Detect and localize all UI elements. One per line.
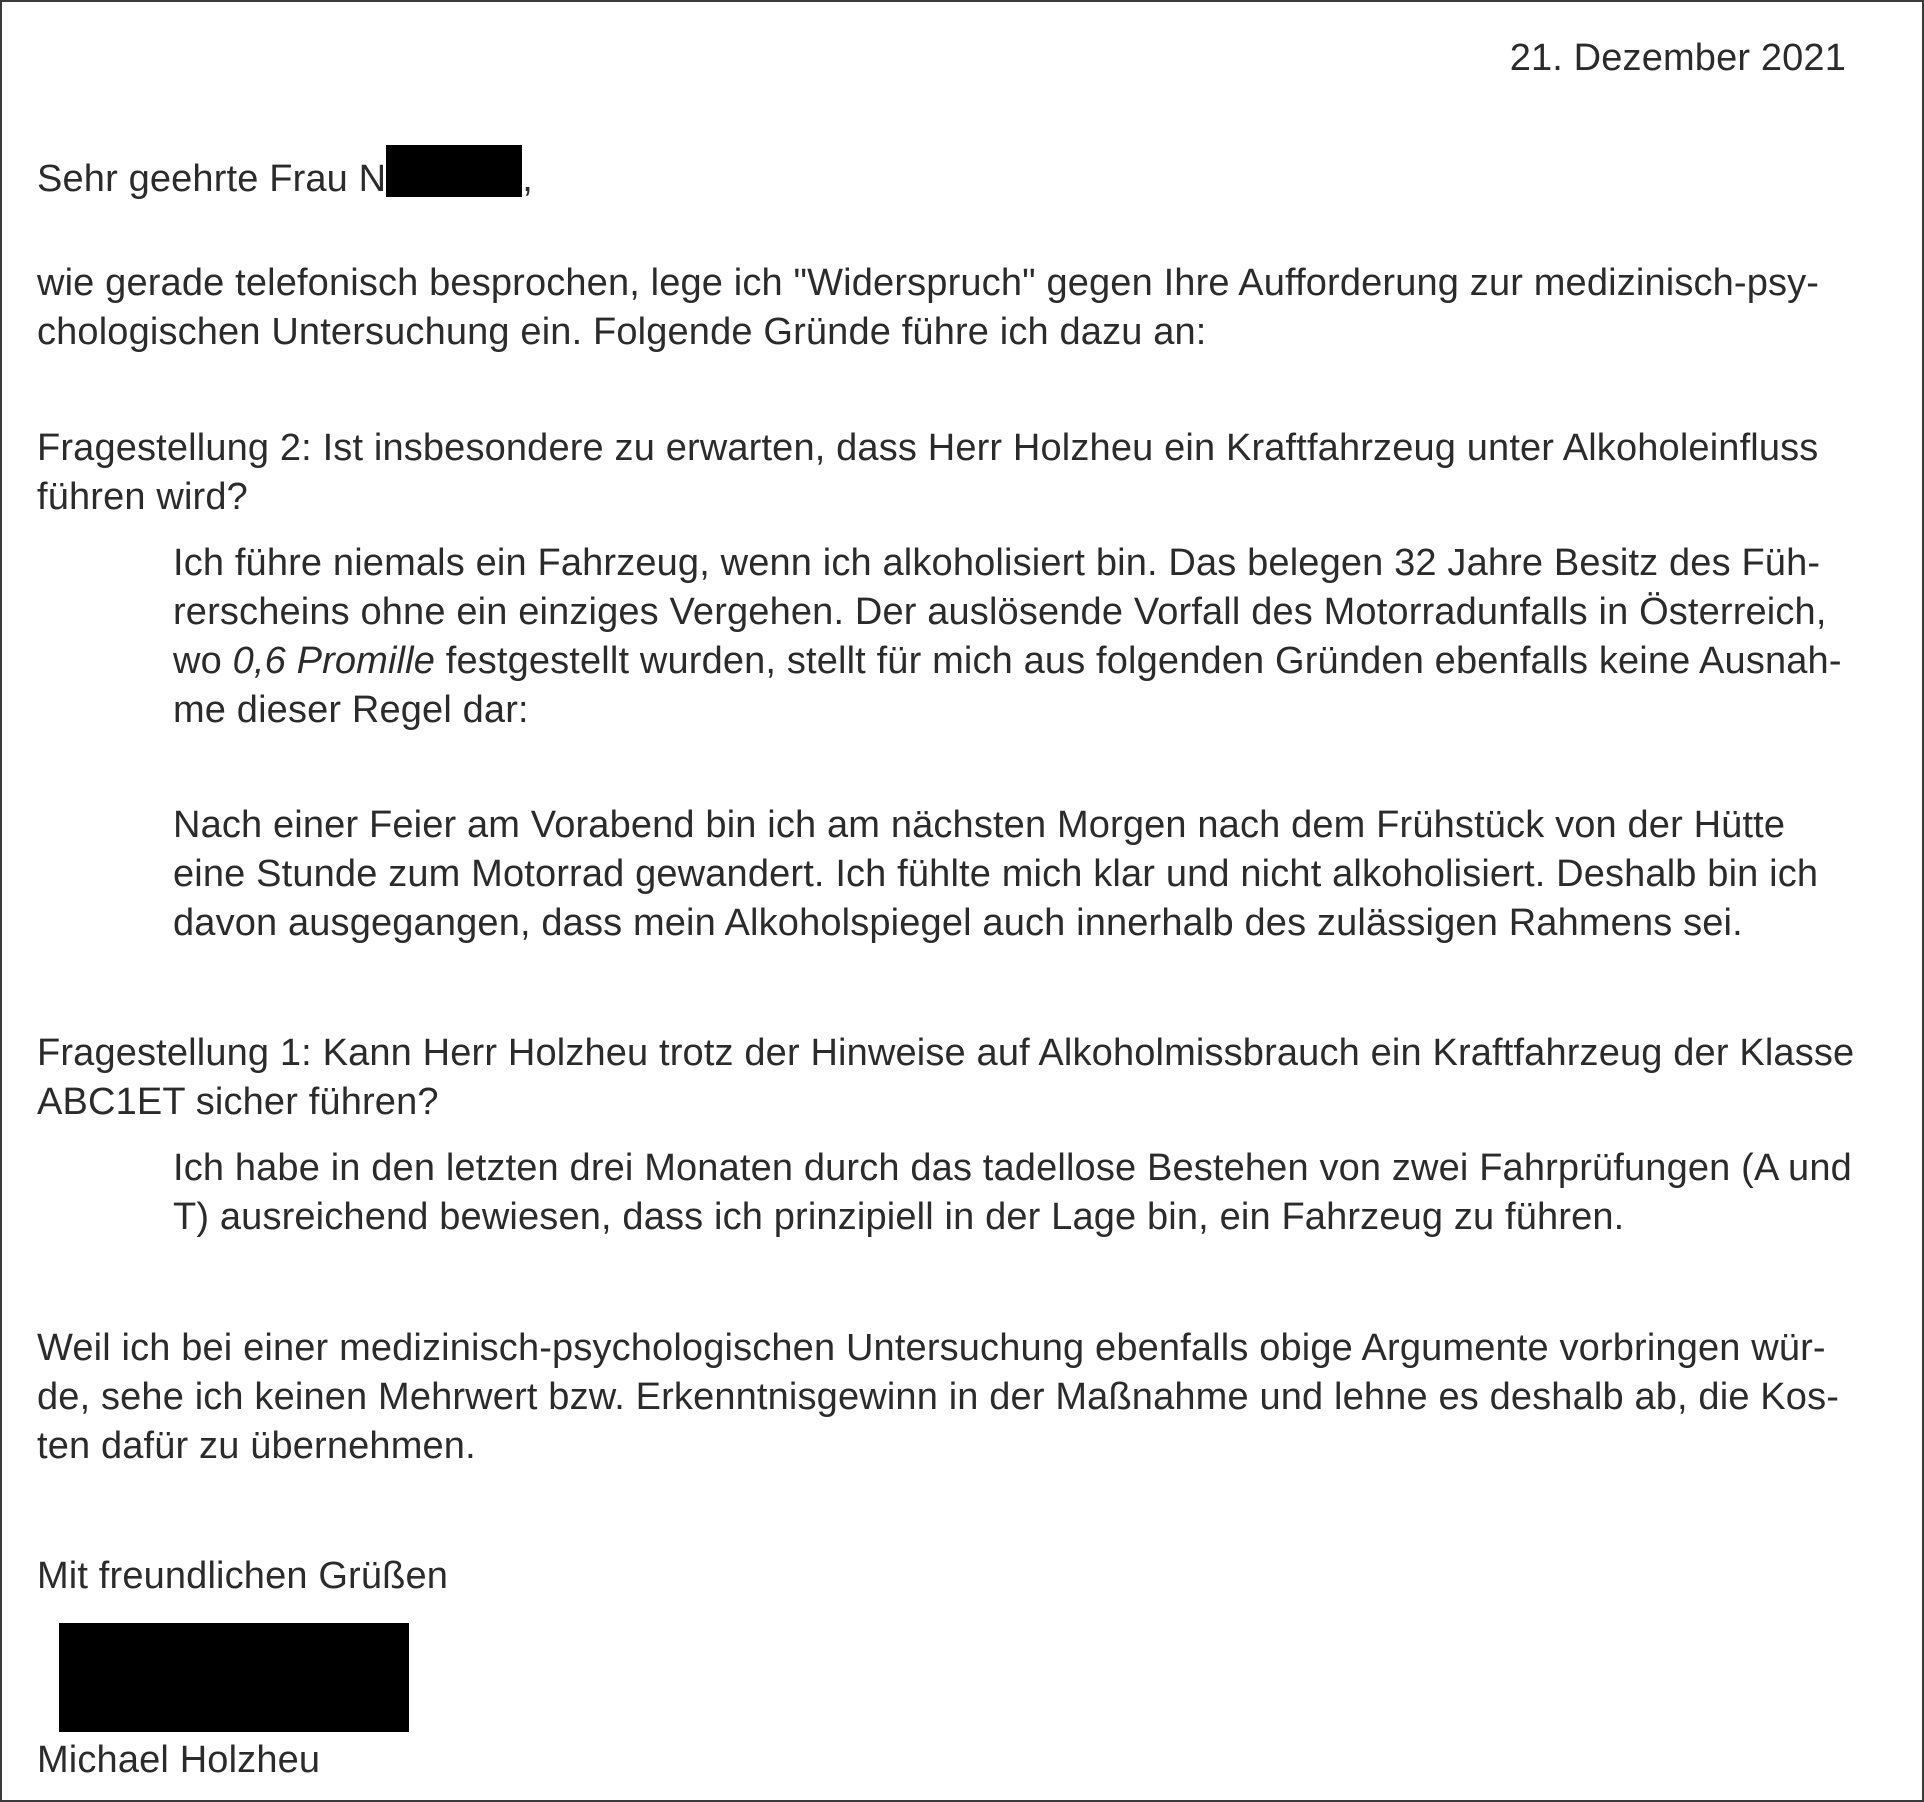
conclusion-paragraph: ten dafür zu übernehmen.: [37, 1425, 476, 1467]
question-1-heading: ABC1ET sicher führen?: [37, 1081, 439, 1123]
answer-2-paragraph-1: rerscheins ohne ein einziges Vergehen. Der auslösende Vorfall des Motorradunfalls in Österreich,: [173, 591, 1827, 633]
answer-2-paragraph-1: me dieser Regel dar:: [173, 689, 529, 731]
conclusion-paragraph: Weil ich bei einer medizinisch-psychologischen Untersuchung ebenfalls obige Argumente vorbringen wür-: [37, 1327, 1826, 1369]
answer-2-paragraph-2: davon ausgegangen, dass mein Alkoholspiegel auch innerhalb des zulässigen Rahmens sei.: [173, 902, 1743, 944]
answer-2-paragraph-1: Ich führe niemals ein Fahrzeug, wenn ich alkoholisiert bin. Das belegen 32 Jahre Besitz des Füh-: [173, 542, 1821, 584]
answer-2-paragraph-2: Nach einer Feier am Vorabend bin ich am nächsten Morgen nach dem Frühstück von der Hütte: [173, 804, 1786, 846]
answer-2-text: festgestellt wurden, stellt für mich aus folgenden Gründen ebenfalls keine Ausnah-: [435, 640, 1842, 682]
salutation: [37, 145, 533, 204]
salutation-prefix: Sehr geehrte Frau N: [37, 158, 387, 200]
question-2-heading: führen wird?: [37, 476, 248, 518]
letter-date: 21. Dezember 2021: [1509, 37, 1846, 79]
question-1-heading: Fragestellung 1: Kann Herr Holzheu trotz der Hinweise auf Alkoholmissbrauch ein Kraftfahrzeug der Klasse: [37, 1032, 1855, 1074]
conclusion-paragraph: de, sehe ich keinen Mehrwert bzw. Erkenntnisgewinn in der Maßnahme und lehne es deshalb ab, die Kos-: [37, 1376, 1840, 1418]
redacted-signature: [59, 1623, 409, 1732]
question-2-heading: Fragestellung 2: Ist insbesondere zu erwarten, dass Herr Holzheu ein Kraftfahrzeug unter Alkoholeinfluss: [37, 427, 1819, 469]
redacted-surname: [386, 145, 522, 197]
intro-line: wie gerade telefonisch besprochen, lege ich "Widerspruch" gegen Ihre Aufforderung zur medizinisch-psy-: [37, 262, 1820, 304]
closing-greeting: Mit freundlichen Grüßen: [37, 1555, 449, 1597]
answer-1-paragraph: Ich habe in den letzten drei Monaten durch das tadellose Bestehen von zwei Fahrprüfungen (A und: [173, 1147, 1852, 1189]
answer-2-text: wo: [173, 640, 233, 682]
intro-line: chologischen Untersuchung ein. Folgende Gründe führe ich dazu an:: [37, 311, 1207, 353]
answer-1-paragraph: T) ausreichend bewiesen, dass ich prinzipiell in der Lage bin, ein Fahrzeug zu führen.: [173, 1196, 1625, 1238]
answer-2-paragraph-2: eine Stunde zum Motorrad gewandert. Ich fühlte mich klar und nicht alkoholisiert. Deshalb bin ich: [173, 853, 1819, 895]
promille-value: 0,6 Promille: [232, 640, 436, 682]
salutation-suffix: ,: [522, 158, 533, 200]
signature-name: Michael Holzheu: [37, 1739, 321, 1781]
answer-2-paragraph-1: [173, 637, 1842, 686]
